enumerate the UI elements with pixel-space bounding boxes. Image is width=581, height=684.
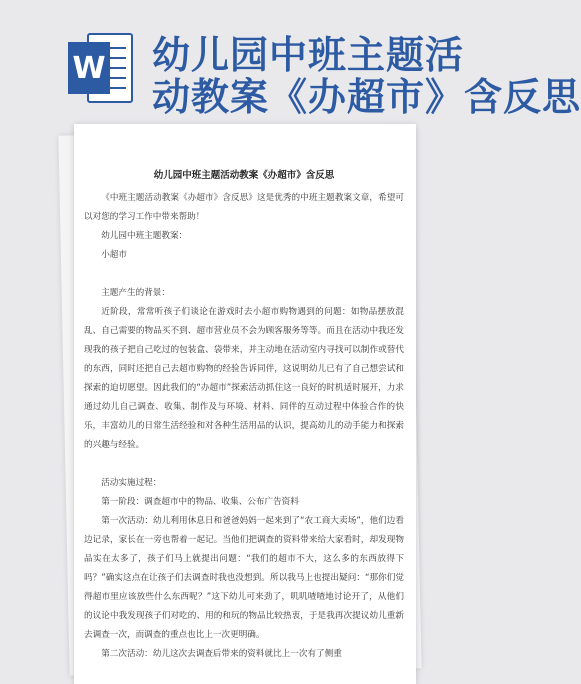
document-title: 幼儿园中班主题活动教案《办超市》含反思 (153, 170, 335, 181)
svg-text:W: W (72, 51, 106, 86)
stage-one-heading: 第一阶段：调查超市中的物品、收集、公布广告资料 (101, 497, 299, 507)
theme-label: 幼儿园中班主题教案： (101, 231, 188, 241)
theme-name: 小超市 (101, 250, 127, 260)
section-heading-background: 主题产生的背景： (101, 288, 170, 298)
word-document-icon (66, 30, 134, 106)
document-body (84, 166, 404, 664)
spacer (84, 455, 404, 474)
first-activity-paragraph: 第一次活动：幼儿利用休息日和爸爸妈妈一起来到了“农工商大卖场”，他们边看边记录，家长在一旁也帮着一起记。当他们把调查的资料带来给大家看时，却发现物品实在太多了，孩子们马上就提出问题：“我们的超市不大，这么多的东西放得下吗？”确实这点在让孩子们去调查时我也没想到。所以我马上也提出疑问：“那你们觉得超市里应该放些什么东西呢？”这下幼儿可来劲了，叽叽喳喳地讨论开了，从他们的议论中我发现孩子们对吃的、用的和玩的物品比较热衷，于是我再次提议幼儿重新去调查一次，而调查的重点也比上一次更明确。 (84, 516, 404, 640)
document-page (74, 124, 416, 684)
intro-paragraph: 《中班主题活动教案《办超市》含反思》这是优秀的中班主题教案文章，希望可以对您的学习工作中带来帮助！ (84, 193, 404, 222)
section-heading-process: 活动实施过程： (101, 478, 162, 488)
second-activity-paragraph: 第二次活动：幼儿这次去调查后带来的资料就比上一次有了侧重 (101, 649, 342, 659)
background-paragraph: 近阶段，常常听孩子们谈论在游戏时去小超市购物遇到的问题：如物品摆放混乱、自己需要的物品买不到、超市营业员不会为顾客服务等等。而且在活动中我还发现我的孩子把自己吃过的包装盒、袋带来，并主动地在活动室内寻找可以制作或替代的东西，同时还把自己去超市购物的经验告诉同伴，这说明幼儿已有了自己想尝试和探索的迫切愿望。因此我们的“办超市”探索活动抓住这一良好的时机适时展开，力求通过幼儿自己调查、收集、制作及与环境、材料、同伴的互动过程中体验合作的快乐，丰富幼儿的日常生活经验和对各种生活用品的认识，提高幼儿的动手能力和探索的兴趣与经验。 (84, 307, 404, 450)
title-banner (0, 0, 581, 128)
banner-title-line-1: 幼儿园中班主题活 (152, 33, 465, 77)
spacer (84, 265, 404, 284)
banner-title-line-2: 动教案《办超市》含反思 (152, 75, 581, 119)
